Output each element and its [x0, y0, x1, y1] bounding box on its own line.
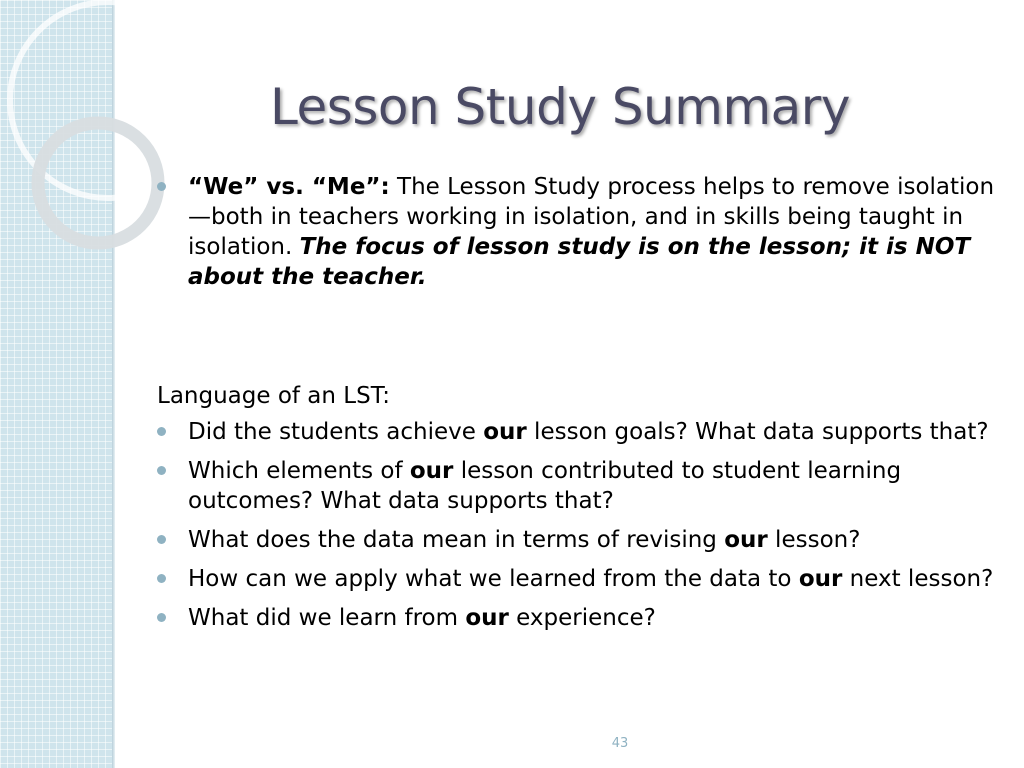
- list-item-bold: our: [409, 458, 454, 484]
- intro-emphasis: The focus of lesson study is on the lesson; it is NOT about the teacher.: [188, 234, 971, 290]
- list-item: [157, 564, 1007, 594]
- intro-bullet: [157, 172, 1007, 292]
- list-item-bold: our: [483, 419, 527, 445]
- list-item-text: lesson goals? What data supports that?: [526, 419, 989, 445]
- list-item-text: lesson?: [767, 527, 861, 553]
- list-item: [157, 525, 1007, 555]
- list-item-text: What did we learn from: [188, 605, 466, 631]
- bullet-dot: [157, 466, 166, 475]
- intro-text: The Lesson Study process helps to remove isolation—both in teachers working in isolation, and in skills being taught in isolation.: [188, 174, 995, 260]
- list-item-text: What does the data mean in terms of revising: [188, 527, 725, 553]
- page-number: 43: [611, 736, 629, 751]
- list-item-text: next lesson?: [842, 566, 994, 592]
- list-item: [157, 417, 1007, 447]
- bullet-dot: [157, 182, 166, 191]
- list-item-text: Which elements of: [188, 458, 410, 484]
- list-item: [157, 456, 1007, 516]
- list-item-text: Did the students achieve: [188, 419, 484, 445]
- list-item-text: How can we apply what we learned from the data to: [188, 566, 799, 592]
- list-item-text: experience?: [508, 605, 656, 631]
- language-heading: Language of an LST:: [157, 383, 390, 409]
- bullet-dot: [157, 574, 166, 583]
- intro-lead: “We” vs. “Me”:: [188, 174, 390, 200]
- bullet-dot: [157, 613, 166, 622]
- list-item: [157, 603, 1007, 633]
- list-item-bold: our: [465, 605, 509, 631]
- bullet-dot: [157, 535, 166, 544]
- bullet-dot: [157, 427, 166, 436]
- question-list: [157, 417, 1007, 633]
- slide-title: Lesson Study Summary: [270, 78, 850, 136]
- slide-body: [157, 172, 1007, 642]
- list-item-text: lesson contributed to student learning outcomes? What data supports that?: [188, 458, 902, 514]
- list-item-bold: our: [724, 527, 768, 553]
- list-item-bold: our: [798, 566, 843, 592]
